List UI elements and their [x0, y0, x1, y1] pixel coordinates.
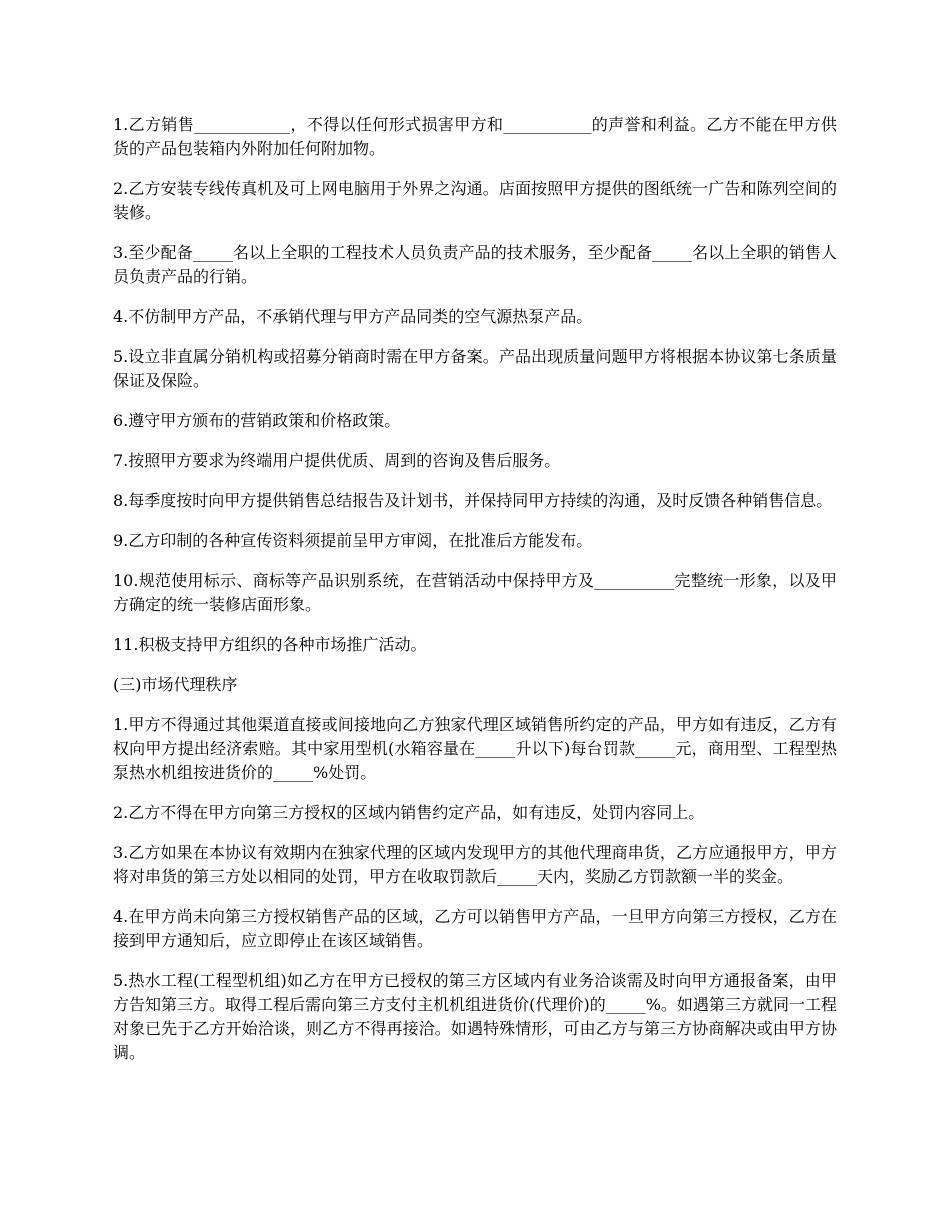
document-body [113, 113, 837, 1081]
paragraph-6: 6.遵守甲方颁布的营销政策和价格政策。 [113, 411, 401, 430]
market-order-item-5: 5.热水工程(工程型机组)如乙方在甲方已授权的第三方区域内有业务洽谈需及时向甲方通报备案，由甲方告知第三方。取得工程后需向第三方支付主机机组进货价(代理价)的_____%。如遇第三方就同一工程对象已先于乙方开始洽谈，则乙方不得再接洽。如遇特殊情形，可由乙方与第三方协商解决或由甲方协调。 [113, 971, 837, 1062]
market-order-item-2: 2.乙方不得在甲方向第三方授权的区域内销售约定产品，如有违反，处罚内容同上。 [113, 803, 705, 822]
paragraph-7: 7.按照甲方要求为终端用户提供优质、周到的咨询及售后服务。 [113, 451, 561, 470]
paragraph-11: 11.积极支持甲方组织的各种市场推广活动。 [113, 635, 427, 654]
paragraph-3: 3.至少配备_____名以上全职的工程技术人员负责产品的技术服务，至少配备_____名以上全职的销售人员负责产品的行销。 [113, 243, 837, 286]
paragraph-2: 2.乙方安装专线传真机及可上网电脑用于外界之沟通。店面按照甲方提供的图纸统一广告和陈列空间的装修。 [113, 179, 837, 222]
paragraph-8: 8.每季度按时向甲方提供销售总结报告及计划书，并保持同甲方持续的沟通，及时反馈各种销售信息。 [113, 491, 833, 510]
paragraph-5: 5.设立非直属分销机构或招募分销商时需在甲方备案。产品出现质量问题甲方将根据本协议第七条质量保证及保险。 [113, 347, 837, 390]
market-order-item-1: 1.甲方不得通过其他渠道直接或间接地向乙方独家代理区域销售所约定的产品，甲方如有违反，乙方有权向甲方提出经济索赔。其中家用型机(水箱容量在_____升以下)每台罚款_____元，商用型、工程型热泵热水机组按进货价的_____%处罚。 [113, 715, 837, 782]
paragraph-4: 4.不仿制甲方产品，不承销代理与甲方产品同类的空气源热泵产品。 [113, 307, 593, 326]
paragraph-1: 1.乙方销售____________，不得以任何形式损害甲方和___________的声誉和利益。乙方不能在甲方供货的产品包装箱内外附加任何附加物。 [113, 115, 837, 158]
section-heading-market-order: (三)市场代理秩序 [113, 675, 238, 694]
paragraph-9: 9.乙方印制的各种宣传资料须提前呈甲方审阅，在批准后方能发布。 [113, 531, 593, 550]
market-order-item-3: 3.乙方如果在本协议有效期内在独家代理的区域内发现甲方的其他代理商串货，乙方应通报甲方，甲方将对串货的第三方处以相同的处罚，甲方在收取罚款后_____天内，奖励乙方罚款额一半的奖金。 [113, 843, 837, 886]
paragraph-10: 10.规范使用标示、商标等产品识别系统，在营销活动中保持甲方及__________完整统一形象，以及甲方确定的统一装修店面形象。 [113, 571, 837, 614]
market-order-item-4: 4.在甲方尚未向第三方授权销售产品的区域，乙方可以销售甲方产品，一旦甲方向第三方授权，乙方在接到甲方通知后，应立即停止在该区域销售。 [113, 907, 837, 950]
